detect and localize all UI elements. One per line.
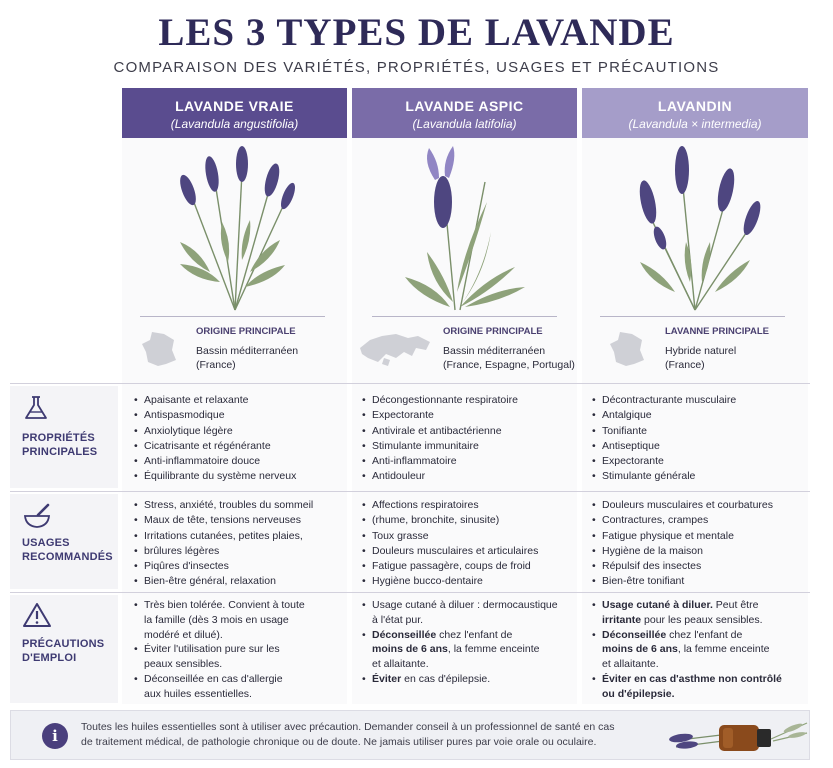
list-item: • Antidouleur [362, 469, 574, 484]
text-line: • Très bien tolérée. Convient à toute [144, 599, 305, 611]
origin-text [665, 344, 736, 372]
origin-text [196, 344, 298, 372]
list-item: • Antalgique [592, 408, 806, 423]
page-subtitle: COMPARAISON DES VARIÉTÉS, PROPRIÉTÉS, USAGES ET PRÉCAUTIONS [113, 59, 720, 76]
origin-divider [372, 316, 557, 317]
text-line: • Usage cutané à diluer : dermocaustique [372, 599, 558, 611]
europe-map-icon [356, 328, 436, 368]
list-item: • Antispasmodique [134, 408, 344, 423]
list-item: • Hygiène bucco-dentaire [362, 574, 574, 589]
list-item [362, 598, 576, 628]
precautions-list-lavandin [592, 598, 808, 702]
list-item: • Anxiolytique légère [134, 424, 344, 439]
list-item [134, 598, 346, 642]
row-label-proprietes [10, 386, 118, 488]
lavandin-illustration [620, 142, 770, 312]
list-item: • Fatigue passagère, coups de froid [362, 559, 574, 574]
precautions-list-aspic [362, 598, 576, 687]
origin-line: (France, Espagne, Portugal) [443, 359, 575, 371]
list-item: • Piqûres d'insectes [134, 559, 346, 574]
proprietes-list-lavandin [592, 393, 806, 485]
header-name: LAVANDIN [657, 98, 733, 114]
row-label-line: PRINCIPALES [22, 446, 98, 458]
row-divider [10, 383, 810, 384]
list-item: • Douleurs musculaires et articulaires [362, 544, 574, 559]
list-item: • Stress, anxiété, troubles du sommeil [134, 498, 346, 513]
bold-text: ou d'épilepsie. [602, 687, 675, 700]
origin-divider [600, 316, 785, 317]
proprietes-list-aspic [362, 393, 574, 485]
text: chez l'enfant de [436, 628, 513, 641]
proprietes-list-vraie [134, 393, 344, 485]
row-label-line: PROPRIÉTÉS [22, 432, 95, 444]
bold-text: moins de 6 ans [602, 643, 678, 656]
text-line: peaux sensibles. [144, 658, 223, 671]
bold-text: Déconseillée [372, 628, 437, 641]
list-item: • Décongestionnante respiratoire [362, 393, 574, 408]
list-item: • Antiseptique [592, 439, 806, 454]
origin-line: (France) [196, 359, 236, 371]
mortar-pestle-icon [22, 502, 52, 530]
list-item: • Décontracturante musculaire [592, 393, 806, 408]
bold-text: moins de 6 ans [372, 643, 448, 656]
list-item: • Expectorante [362, 408, 574, 423]
text-line [602, 642, 808, 657]
list-item [362, 628, 576, 672]
bold-text: irritante [602, 613, 642, 626]
list-item: • Expectorante [592, 454, 806, 469]
list-item: • Équilibrante du système nerveux [134, 469, 344, 484]
text-line [372, 628, 576, 643]
list-item: • Antivirale et antibactérienne [362, 424, 574, 439]
warning-icon [22, 601, 52, 629]
header-latin: (Lavandula angustifolia) [170, 117, 299, 131]
origin-line: Bassin méditerranéen [196, 345, 299, 357]
france-map-icon [140, 330, 180, 368]
list-item: • Douleurs musculaires et courbatures [592, 498, 806, 513]
text: Peut être [712, 599, 759, 611]
list-item: • Anti-inflammatoire [362, 454, 574, 469]
list-item: • Fatigue physique et mentale [592, 529, 806, 544]
header-lavande-aspic [352, 88, 577, 138]
france-map-icon [608, 330, 648, 368]
text-line: et allaitante. [372, 658, 429, 671]
text-line: à l'état pur. [372, 613, 424, 626]
row-divider [10, 491, 810, 492]
row-label-usages [10, 494, 118, 589]
list-item: • Tonifiante [592, 424, 806, 439]
text-line [372, 642, 576, 657]
page-title: LES 3 TYPES DE LAVANDE [158, 11, 675, 54]
header-name: LAVANDE VRAIE [175, 98, 294, 114]
text-line [602, 613, 808, 628]
list-item: • Hygiène de la maison [592, 544, 806, 559]
lavande-aspic-illustration [395, 142, 535, 312]
list-item: • Maux de tête, tensions nerveuses [134, 513, 346, 528]
essential-oil-bottle-icon [661, 711, 809, 759]
text: en cas d'épilepsie. [401, 672, 491, 685]
list-item: • Bien-être tonifiant [592, 574, 806, 589]
list-item: • Irritations cutanées, petites plaies, [134, 529, 346, 544]
list-item: • Stimulante immunitaire [362, 439, 574, 454]
list-item [362, 672, 576, 687]
info-icon: i [42, 723, 68, 749]
row-label-line: PRÉCAUTIONS [22, 638, 105, 650]
bold-text: Usage cutané à diluer. [602, 599, 713, 611]
text-line [372, 672, 576, 687]
header-latin: (Lavandula latifolia) [412, 117, 517, 131]
list-item: • Toux grasse [362, 529, 574, 544]
text-line [602, 628, 808, 643]
list-item: • Apaisante et relaxante [134, 393, 344, 408]
footer-notice [10, 710, 810, 760]
text-line: la famille (dès 3 mois en usage [144, 613, 289, 626]
origin-line: (France) [665, 359, 705, 371]
text: , la femme enceinte [447, 643, 540, 656]
list-item: • Cicatrisante et régénérante [134, 439, 344, 454]
footer-line: Toutes les huiles essentielles sont à utiliser avec précaution. Demander conseil à un professionnel de santé en cas [81, 721, 615, 733]
list-item: • Affections respiratoires [362, 498, 574, 513]
list-item [592, 598, 808, 628]
origin-divider [140, 316, 325, 317]
precautions-list-vraie [134, 598, 346, 702]
list-item: • Stimulante générale [592, 469, 806, 484]
list-item: • Contractures, crampes [592, 513, 806, 528]
list-item [134, 672, 346, 702]
row-label-line: USAGES [22, 537, 70, 549]
usages-list-vraie [134, 498, 346, 590]
header-lavande-vraie [122, 88, 347, 138]
origin-label: ORIGINE PRINCIPALE [196, 326, 296, 337]
text-line: • Déconseillée en cas d'allergie [144, 672, 283, 685]
text-line: aux huiles essentielles. [144, 687, 252, 700]
list-item [592, 672, 808, 702]
footer-line: de traitement médical, de pathologie chronique ou de doute. Ne jamais utiliser pures par voie orale ou oculaire. [81, 736, 597, 748]
bold-text: Déconseillée [602, 628, 667, 641]
header-name: LAVANDE ASPIC [405, 98, 524, 114]
origin-line: Bassin méditerranéen [443, 345, 546, 357]
text-line: • Éviter l'utilisation pure sur les [144, 643, 280, 656]
bold-text: Éviter [372, 672, 402, 685]
origin-text [443, 344, 575, 372]
text: , la femme enceinte [677, 643, 770, 656]
row-label-precautions [10, 595, 118, 703]
row-divider [10, 592, 810, 593]
list-item [134, 642, 346, 672]
footer-text [81, 720, 641, 750]
row-label-line: RECOMMANDÉS [22, 551, 113, 563]
list-item [592, 628, 808, 672]
list-item: • Bien-être général, relaxation [134, 574, 346, 589]
bold-text: • Éviter en cas d'asthme non contrôlé [602, 672, 782, 685]
text-line: modéré et dilué). [144, 628, 223, 641]
origin-label: ORIGINE PRINCIPALE [443, 326, 543, 337]
origin-label: LAVANNE PRINCIPALE [665, 326, 769, 337]
usages-list-lavandin [592, 498, 806, 590]
usages-list-aspic [362, 498, 574, 590]
text: pour les peaux sensibles. [641, 613, 763, 626]
row-label-line: D'EMPLOI [22, 652, 77, 664]
header-lavandin [582, 88, 808, 138]
text-line: et allaitante. [602, 658, 659, 671]
flask-icon [22, 394, 50, 422]
list-item-continuation: • (rhume, bronchite, sinusite) [362, 513, 574, 528]
list-item: • Anti-inflammatoire douce [134, 454, 344, 469]
text-line [602, 598, 808, 613]
list-item: • Répulsif des insectes [592, 559, 806, 574]
text: chez l'enfant de [666, 628, 743, 641]
lavande-vraie-illustration [160, 142, 310, 312]
list-item-continuation: • brûlures légères [134, 544, 346, 559]
origin-line: Hybride naturel [665, 345, 737, 357]
header-latin: (Lavandula × intermedia) [628, 117, 762, 131]
